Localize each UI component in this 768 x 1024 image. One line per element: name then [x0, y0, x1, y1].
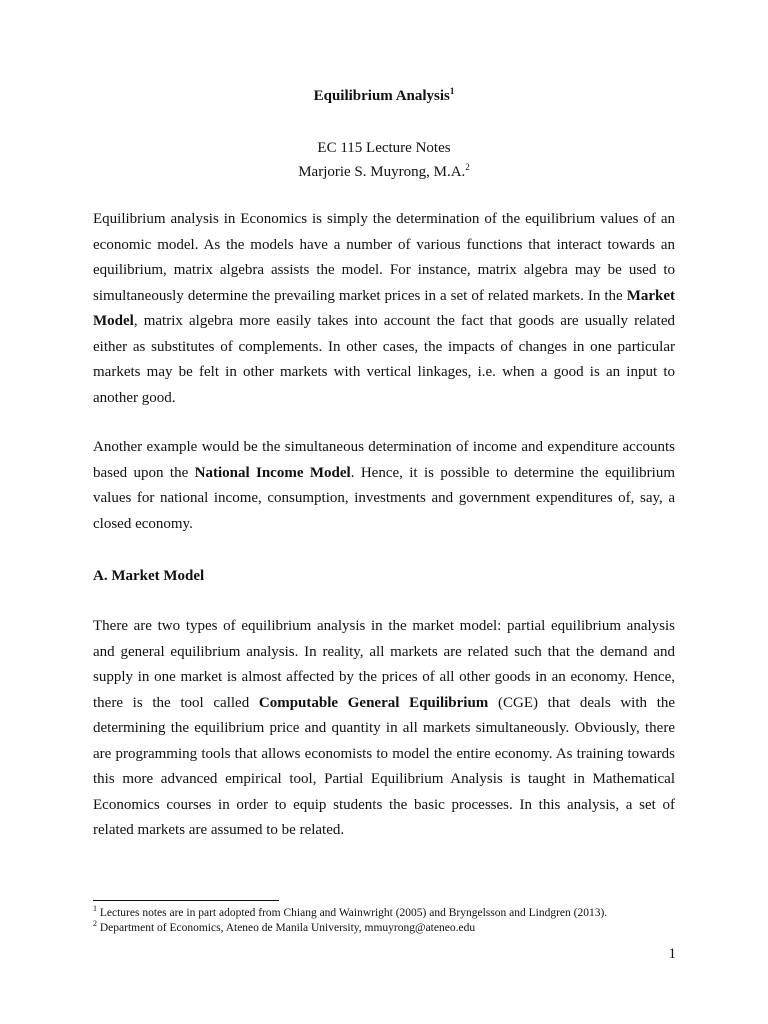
footnote-divider	[93, 900, 279, 901]
section-heading: A. Market Model	[93, 568, 205, 584]
page-title: Equilibrium Analysis$^1$	[313, 86, 455, 104]
section-paragraph: There are two types of equilibrium analysis in the market model: partial equilibrium analysis and general equilibrium analysis. In reality, all markets are related such that the demand and supply in one market is almost affected by the prices of all other goods in an economy. Hence, there is the tool called Computable General Equilibrium (CGE) that deals with the determining the equilibrium price and quantity in all markets simultaneously. Obviously, there are programming tools that allows economists to model the entire economy. As training towards this more advanced empirical tool, Partial Equilibrium Analysis is taught in Mathematical Economics courses in order to equip students the basic processes. In this analysis, a set of related markets are assumed to be related.	[93, 618, 676, 838]
author-line: Marjorie S. Muyrong, M.A.$^2$	[298, 162, 470, 180]
intro-paragraph-1: Equilibrium analysis in Economics is simply the determination of the equilibrium values of an economic model. As the models have a number of various functions that interact towards an equilibrium, matrix algebra assists the model. For instance, matrix algebra may be used to simultaneously determine the prevailing market prices in a set of related markets. In the Market Model, matrix algebra more easily takes into account the fact that goods are usually related either as substitutes of complements. In other cases, the impacts of changes in one particular markets may be felt in other markets with vertical linkages, i.e. when a good is an input to another good.	[93, 211, 675, 406]
page-number: 1	[668, 946, 676, 962]
footnote-2: $^2$ Department of Economics, Ateneo de Manila University, mmuyrong@ateneo.edu	[93, 919, 476, 934]
course-name: EC 115 Lecture Notes	[317, 140, 451, 156]
footnote-mark-2: 2	[465, 162, 470, 172]
intro-paragraph-2: Another example would be the simultaneous determination of income and expenditure accounts based upon the National Income Model. Hence, it is possible to determine the equilibrium values for national income, consumption, investments and government expenditures of, say, a closed economy.	[93, 439, 675, 532]
footnote-1: $^1$ Lectures notes are in part adopted from Chiang and Wainwright (2005) and Bryngelsson and Lindgren (2013).	[93, 904, 608, 919]
footnote-mark-1: 1	[449, 86, 455, 96]
